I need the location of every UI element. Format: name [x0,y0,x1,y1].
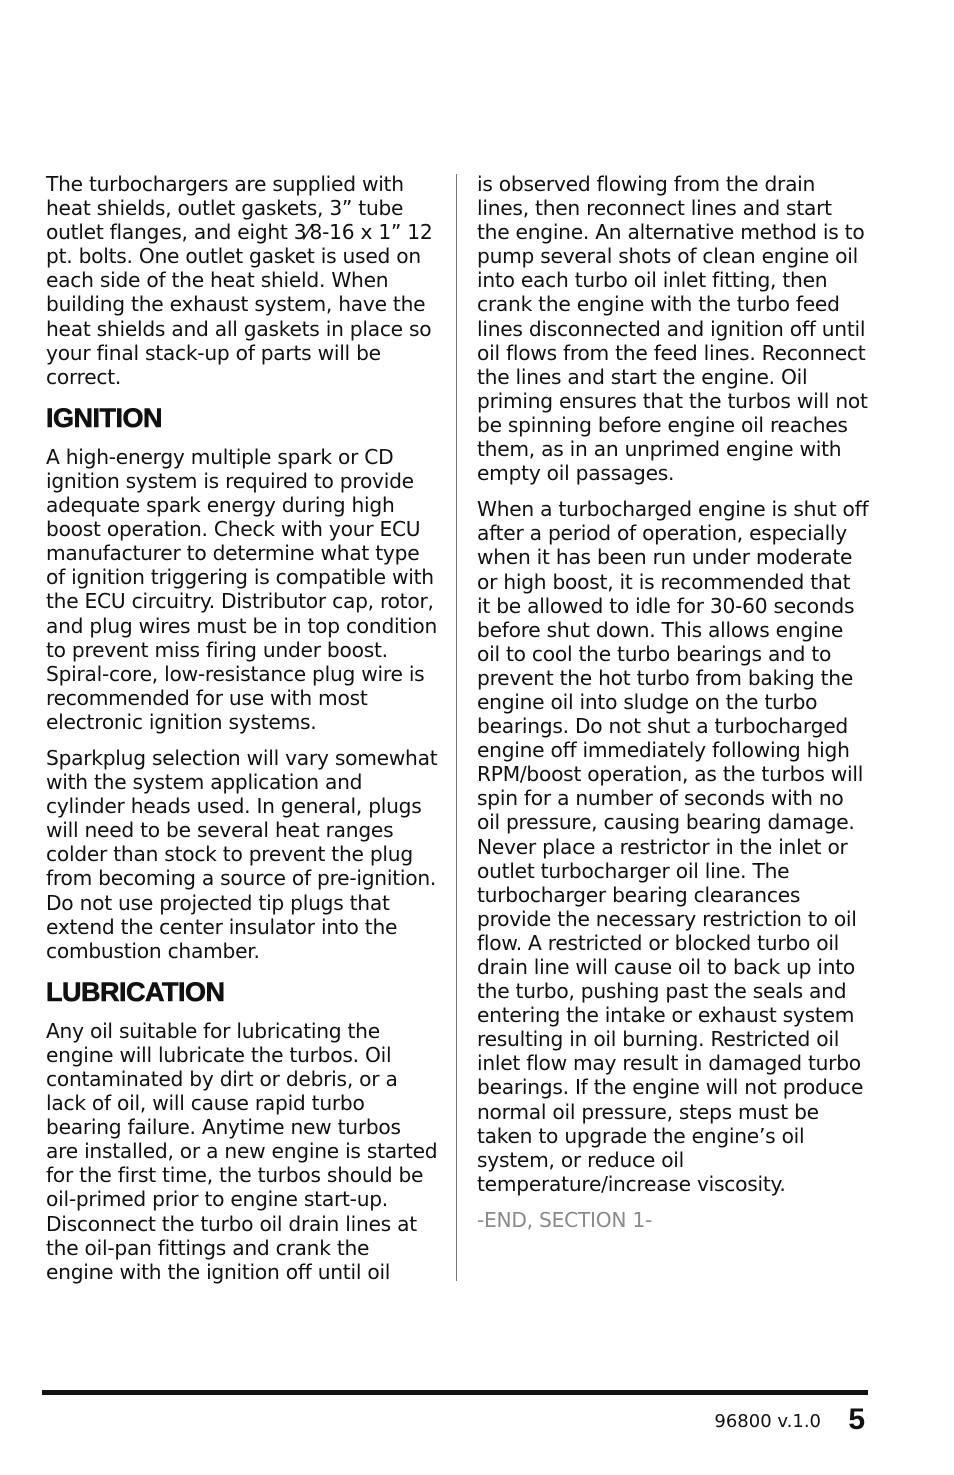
ignition-paragraph-1: A high-energy multiple spark or CD ignition system is required to provide adequate spark energy during high boost operation. Check with your ECU manufacturer to determine what type of ignition triggering is compatible with the ECU circuitry. Distributor cap, rotor, and plug wires must be in top condition to prevent miss firing under boost. Spiral-core, low-resistance plug wire is recommended for use with most electronic ignition systems. [46,444,438,734]
right-column [477,172,869,1244]
ignition-paragraph-2: Sparkplug selection will vary somewhat with the system application and cylinder heads used. In general, plugs will need to be several heat ranges colder than stock to prevent the plug from becoming a source of pre-ignition. Do not use projected tip plugs that extend the center insulator into the combustion chamber. [46,745,438,963]
document-version: 96800 v.1.0 [714,1411,821,1432]
lubrication-paragraph-1: Any oil suitable for lubricating the engine will lubricate the turbos. Oil contaminated by dirt or debris, or a lack of oil, will cause rapid turbo bearing failure. Anytime new turbos are installed, or a new engine is started for the first time, the turbos should be oil-primed prior to engine start-up. Disconnect the turbo oil drain lines at the oil-pan fittings and crank the engine with the ignition off until oil [46,1018,438,1284]
column-divider [456,174,457,1281]
lubrication-paragraph-2: When a turbocharged engine is shut off after a period of operation, especially when it has been run under moderate or high boost, it is recommended that it be allowed to idle for 30-60 seconds before shut down. This allows engine oil to cool the turbo bearings and to prevent the hot turbo from baking the engine oil into sludge on the turbo bearings. Do not shut a turbocharged engine off immediately following high RPM/boost operation, as the turbos will spin for a number of seconds with no oil pressure, causing bearing damage. Never place a restrictor in the inlet or outlet turbocharger oil line. The turbocharger bearing clearances provide the necessary restriction to oil flow. A restricted or blocked turbo oil drain line will cause oil to back up into the turbo, pushing past the seals and entering the intake or exhaust system resulting in oil burning. Restricted oil inlet flow may result in damaged turbo bearings. If the engine will not produce normal oil pressure, steps must be taken to upgrade the engine’s oil system, or reduce oil temperature/increase viscosity. [477,497,869,1196]
intro-paragraph: The turbochargers are supplied with heat shields, outlet gaskets, 3” tube outlet flanges, and eight 3⁄8-16 x 1” 12 pt. bolts. One outlet gasket is used on each side of the heat shield. When building the exhaust system, have the heat shields and all gaskets in place so your final stack-up of parts will be correct. [46,172,433,389]
left-column [46,172,438,1296]
footer-rule [42,1390,868,1395]
section-end-mark: -END, SECTION 1- [477,1207,653,1232]
page-number: 5 [848,1403,865,1436]
lubrication-heading: LUBRICATION [46,976,225,1007]
ignition-heading: IGNITION [46,402,162,433]
lubrication-paragraph-1-continued: is observed flowing from the drain lines, then reconnect lines and start the engine. An alternative method is to pump several shots of clean engine oil into each turbo oil inlet fitting, then crank the engine with the turbo feed lines disconnected and ignition off until oil flows from the feed lines. Reconnect the lines and start the engine. Oil priming ensures that the turbos will not be spinning before engine oil reaches them, as in an unprimed engine with empty oil passages. [477,172,868,486]
